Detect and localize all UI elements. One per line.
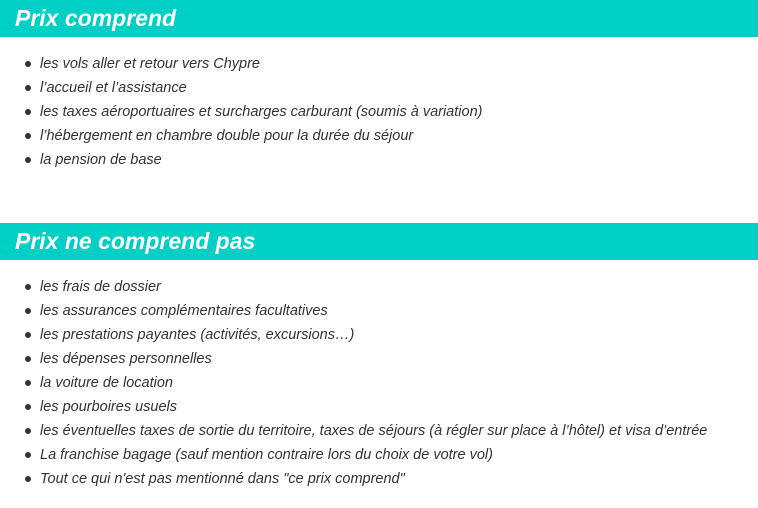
list-item-text: les prestations payantes (activités, excursions…) xyxy=(40,327,355,343)
list-item-text: les taxes aéroportuaires et surcharges carburant (soumis à variation) xyxy=(40,104,483,120)
bullet-icon xyxy=(25,356,31,362)
list-item xyxy=(0,371,758,395)
list-item-text: la pension de base xyxy=(40,152,162,168)
bullet-icon xyxy=(25,404,31,410)
list-item-text: les vols aller et retour vers Chypre xyxy=(40,56,260,72)
list-item xyxy=(0,76,758,100)
list-item-text: les pourboires usuels xyxy=(40,399,178,415)
list-item-text: Tout ce qui n'est pas mentionné dans "ce prix comprend" xyxy=(40,471,405,487)
bullet-icon xyxy=(25,428,31,434)
list-item xyxy=(0,275,758,299)
list-item xyxy=(0,467,758,491)
list-item xyxy=(0,124,758,148)
bullet-icon xyxy=(25,332,31,338)
list-item xyxy=(0,299,758,323)
price-excludes-list xyxy=(0,275,758,491)
bullet-icon xyxy=(25,157,31,163)
list-item-text: la voiture de location xyxy=(40,375,173,391)
bullet-icon xyxy=(25,476,31,482)
list-item xyxy=(0,419,758,443)
bullet-icon xyxy=(25,380,31,386)
bullet-icon xyxy=(25,85,31,91)
list-item-text: les frais de dossier xyxy=(40,279,161,295)
list-item xyxy=(0,323,758,347)
list-item-text: l’accueil et l’assistance xyxy=(40,80,187,96)
list-item xyxy=(0,395,758,419)
bullet-icon xyxy=(25,452,31,458)
bullet-icon xyxy=(25,308,31,314)
list-item xyxy=(0,347,758,371)
bullet-icon xyxy=(25,133,31,139)
price-includes-heading: Prix comprend xyxy=(0,0,758,37)
bullet-icon xyxy=(25,109,31,115)
list-item-text: les assurances complémentaires facultatives xyxy=(40,303,328,319)
list-item xyxy=(0,52,758,76)
bullet-icon xyxy=(25,61,31,67)
list-item xyxy=(0,443,758,467)
list-item xyxy=(0,148,758,172)
price-includes-list xyxy=(0,52,758,172)
list-item-text: l’hébergement en chambre double pour la durée du séjour xyxy=(40,128,414,144)
bullet-icon xyxy=(25,284,31,290)
list-item-text: La franchise bagage (sauf mention contraire lors du choix de votre vol) xyxy=(40,447,493,463)
price-excludes-heading: Prix ne comprend pas xyxy=(0,223,758,260)
list-item-text: les éventuelles taxes de sortie du territoire, taxes de séjours (à régler sur place à l’hôtel) et visa d’entrée xyxy=(40,423,708,439)
list-item-text: les dépenses personnelles xyxy=(40,351,212,367)
list-item xyxy=(0,100,758,124)
